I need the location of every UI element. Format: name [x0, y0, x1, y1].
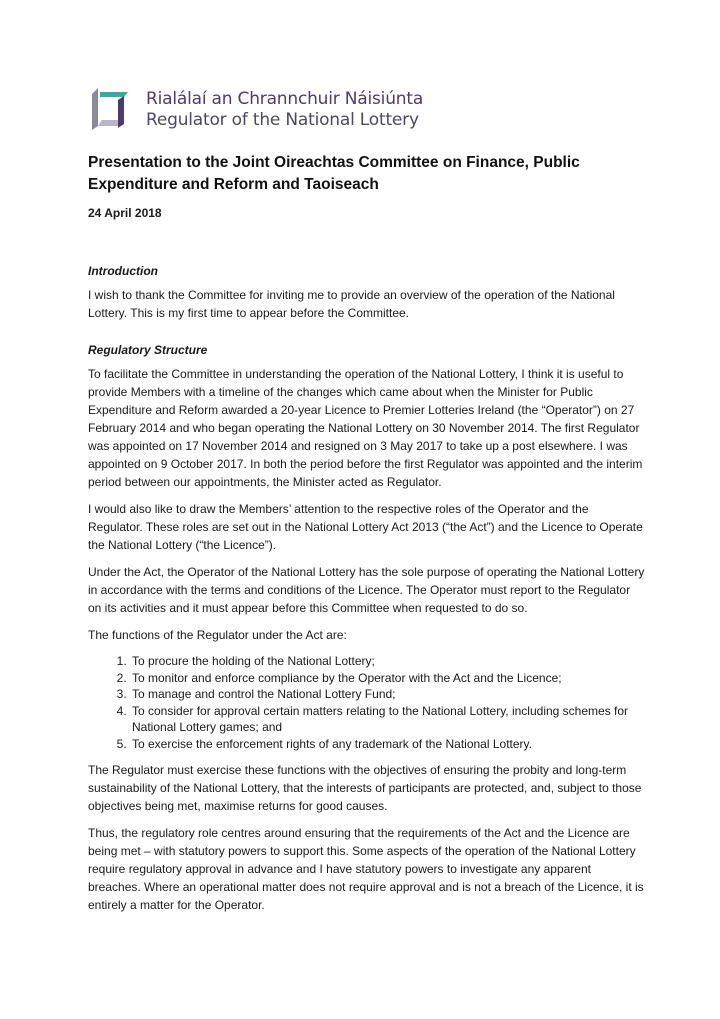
logo-text-english: Regulator of the National Lottery — [146, 110, 419, 130]
list-item: 5. To exercise the enforcement rights of any trademark of the National Lottery. — [130, 736, 646, 753]
list-item: 1. To procure the holding of the National Lottery; — [130, 653, 646, 670]
regulator-mark-icon — [88, 86, 134, 132]
paragraph-reg-3: Under the Act, the Operator of the National Lottery has the sole purpose of operating the National Lottery in accordance with the terms and conditions of the Licence. The Operator must report to the Regulator on its activities and it must appear before this Committee when requested to do so. — [88, 565, 645, 615]
document-title: Presentation to the Joint Oireachtas Committee on Finance, Public Expenditure and Reform and Taoiseach — [88, 154, 580, 193]
paragraph-reg-2: I would also like to draw the Members’ attention to the respective roles of the Operator and the Regulator. These roles are set out in the National Lottery Act 2013 (“the Act”) and the Licence to Operate the National Lottery (“the Licence”). — [88, 502, 643, 552]
paragraph-reg-6: Thus, the regulatory role centres around ensuring that the requirements of the Act and the Licence are being met – with statutory powers to support this. Some aspects of the operation of the National Lottery require regulatory approval in advance and I have statutory powers to investigate any apparent breaches. Where an operational matter does not require approval and is not a breach of the Licence, it is entirely a matter for the Operator. — [88, 826, 644, 912]
paragraph-reg-5: The Regulator must exercise these functions with the objectives of ensuring the probity and long-term sustainability of the National Lottery, that the interests of participants are protected, and, subject to those objectives being met, maximise returns for good causes. — [88, 763, 642, 813]
paragraph-reg-1: To facilitate the Committee in understanding the operation of the National Lottery, I think it is useful to provide Members with a timeline of the changes which came about when the Minister for Public Expenditure and Reform awarded a 20-year Licence to Premier Lotteries Ireland (the “Operator”) on 27 February 2014 and who began operating the National Lottery on 30 November 2014. The first Regulator was appointed on 17 November 2014 and resigned on 3 May 2017 to take up a post elsewhere. I was appointed on 9 October 2017. In both the period before the first Regulator was appointed and the interim period between our appointments, the Minister acted as Regulator. — [88, 367, 643, 489]
logo-text-irish: Rialálaí an Chrannchuir Náisiúnta — [146, 89, 424, 109]
section-heading-introduction: Introduction — [88, 264, 158, 278]
paragraph-reg-4: The functions of the Regulator under the Act are: — [88, 628, 347, 642]
list-item: 2. To monitor and enforce compliance by the Operator with the Act and the Licence; — [130, 670, 646, 687]
list-item: 3. To manage and control the National Lottery Fund; — [130, 686, 646, 703]
list-item: 4. To consider for approval certain matters relating to the National Lottery, including schemes for National Lottery games; and — [130, 703, 646, 736]
document-date: 24 April 2018 — [88, 206, 162, 220]
functions-list — [88, 653, 646, 752]
section-heading-regulatory-structure: Regulatory Structure — [88, 343, 208, 357]
document-body — [88, 262, 646, 923]
paragraph-intro-1: I wish to thank the Committee for inviting me to provide an overview of the operation of the National Lottery. This is my first time to appear before the Committee. — [88, 288, 615, 320]
